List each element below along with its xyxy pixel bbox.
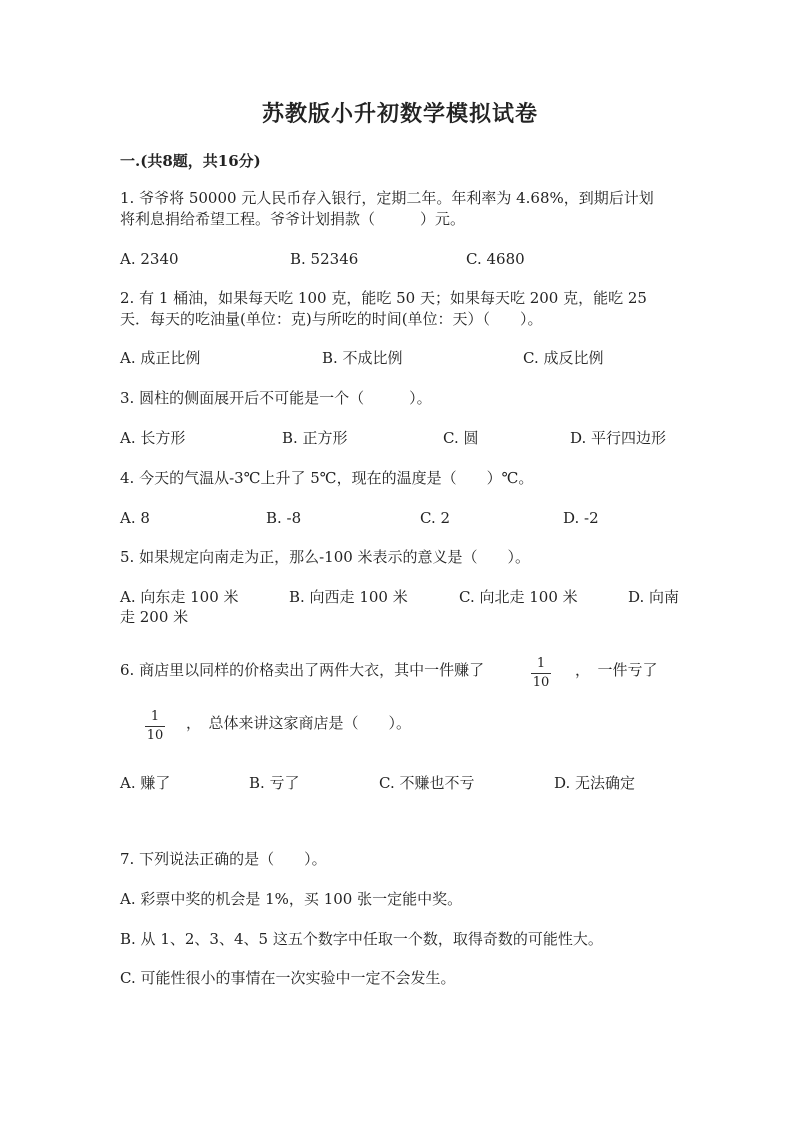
question-6-text-part-3: ， 总体来讲这家商店是（ ）。 bbox=[186, 714, 412, 732]
question-3-option-c: C. 圆 bbox=[443, 429, 479, 447]
question-6-option-a: A. 赚了 bbox=[120, 774, 171, 792]
question-6-option-d: D. 无法确定 bbox=[554, 774, 636, 792]
question-5-option-a: A. 向东走 100 米 bbox=[120, 588, 239, 606]
question-2-option-c: C. 成反比例 bbox=[523, 349, 604, 367]
fraction-one-tenth bbox=[531, 657, 551, 690]
question-4-line-1: 4. 今天的气温从-3℃上升了 5℃，现在的温度是（ ）℃。 bbox=[120, 469, 534, 487]
question-4-option-a: A. 8 bbox=[120, 509, 150, 527]
question-7-option-c: C. 可能性很小的事情在一次实验中一定不会发生。 bbox=[120, 969, 456, 987]
question-3-option-b: B. 正方形 bbox=[282, 429, 348, 447]
question-2-line-1: 2. 有 1 桶油，如果每天吃 100 克，能吃 50 天；如果每天吃 200 克，能吃 25 bbox=[120, 289, 647, 307]
question-5-option-b: B. 向西走 100 米 bbox=[289, 588, 408, 606]
question-7-line-1: 7. 下列说法正确的是（ ）。 bbox=[120, 850, 327, 868]
question-5-option-c: C. 向北走 100 米 bbox=[459, 588, 578, 606]
question-3-option-d: D. 平行四边形 bbox=[570, 429, 667, 447]
question-5-option-d: D. 向南 bbox=[628, 588, 680, 606]
fraction-denominator: 10 bbox=[146, 728, 164, 743]
question-2-line-2: 天．每天的吃油量(单位：克)与所吃的时间(单位：天）（ ）。 bbox=[120, 310, 543, 328]
section-heading: 一.(共8题，共16分) bbox=[120, 152, 261, 170]
question-1-option-b: B. 52346 bbox=[290, 250, 359, 268]
question-6-text-part-1: 6. 商店里以同样的价格卖出了两件大衣，其中一件赚了 bbox=[120, 661, 485, 679]
fraction-bar bbox=[531, 673, 551, 674]
fraction-numerator: 1 bbox=[150, 709, 160, 724]
question-2-option-a: A. 成正比例 bbox=[120, 349, 201, 367]
question-7-option-a: A. 彩票中奖的机会是 1%，买 100 张一定能中奖。 bbox=[120, 890, 463, 908]
fraction-numerator: 1 bbox=[536, 656, 546, 671]
question-4-option-c: C. 2 bbox=[420, 509, 451, 527]
question-1-line-1: 1. 爷爷将 50000 元人民币存入银行，定期二年。年利率为 4.68%，到期后计划 bbox=[120, 189, 654, 207]
fraction-bar bbox=[145, 726, 165, 727]
question-6-option-b: B. 亏了 bbox=[249, 774, 300, 792]
question-7-option-b: B. 从 1、2、3、4、5 这五个数字中任取一个数，取得奇数的可能性大。 bbox=[120, 930, 603, 948]
page-title: 苏教版小升初数学模拟试卷 bbox=[261, 101, 538, 127]
question-6-option-c: C. 不赚也不亏 bbox=[379, 774, 475, 792]
question-1-option-a: A. 2340 bbox=[120, 250, 179, 268]
fraction-one-tenth bbox=[145, 710, 165, 743]
question-1-line-2: 将利息捐给希望工程。爷爷计划捐款（ ）元。 bbox=[120, 210, 466, 228]
question-3-line-1: 3. 圆柱的侧面展开后不可能是一个（ ）。 bbox=[120, 389, 432, 407]
question-4-option-d: D. -2 bbox=[563, 509, 599, 527]
question-6-text-part-2: ， 一件亏了 bbox=[575, 661, 658, 679]
question-5-option-d-wrap: 走 200 米 bbox=[120, 608, 189, 626]
question-1-option-c: C. 4680 bbox=[466, 250, 525, 268]
question-5-line-1: 5. 如果规定向南走为正，那么-100 米表示的意义是（ ）。 bbox=[120, 548, 531, 566]
question-3-option-a: A. 长方形 bbox=[120, 429, 186, 447]
question-2-option-b: B. 不成比例 bbox=[322, 349, 403, 367]
question-4-option-b: B. -8 bbox=[266, 509, 302, 527]
fraction-denominator: 10 bbox=[532, 675, 550, 690]
